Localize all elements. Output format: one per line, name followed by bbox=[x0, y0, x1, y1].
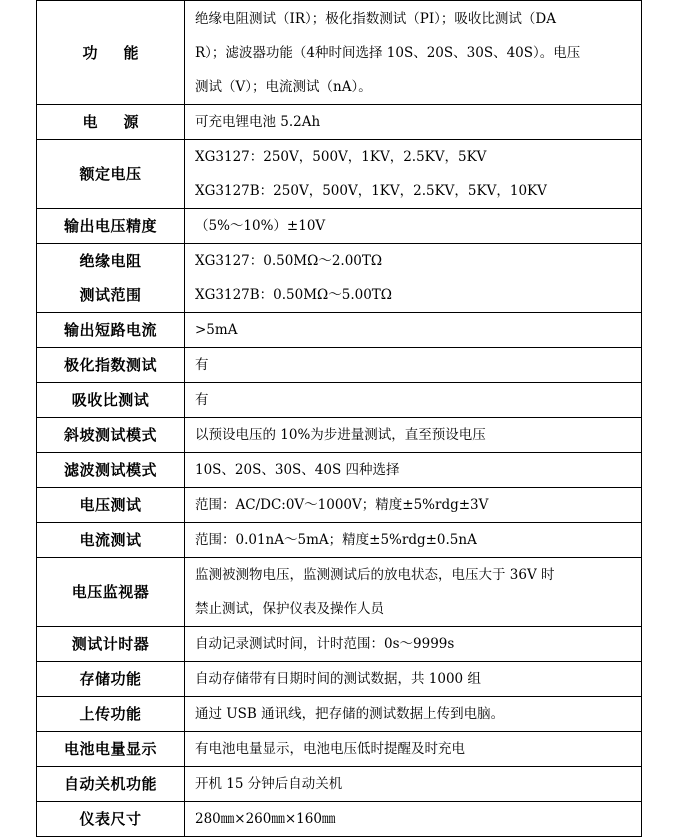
table-row bbox=[37, 209, 642, 244]
table-row bbox=[37, 105, 642, 140]
row-value: 范围：AC/DC:0V～1000V；精度±5%rdg±3V bbox=[185, 488, 642, 523]
row-value: 有电池电量显示，电池电压低时提醒及时充电 bbox=[185, 732, 642, 767]
row-value: 280㎜×260㎜×160㎜ bbox=[185, 802, 642, 837]
table-row bbox=[37, 140, 642, 209]
row-label: 自动关机功能 bbox=[37, 767, 185, 802]
row-value: 监测被测物电压，监测测试后的放电状态，电压大于 36V 时 禁止测试，保护仪表及操作人员 bbox=[185, 558, 642, 627]
row-label: 测试计时器 bbox=[37, 627, 185, 662]
row-label: 功能 bbox=[37, 1, 185, 105]
table-row bbox=[37, 244, 642, 313]
row-value: （5%～10%）±10V bbox=[185, 209, 642, 244]
table-row bbox=[37, 488, 642, 523]
row-value: 可充电锂电池 5.2Ah bbox=[185, 105, 642, 140]
row-label: 电池电量显示 bbox=[37, 732, 185, 767]
row-label: 上传功能 bbox=[37, 697, 185, 732]
row-value: XG3127：250V，500V，1KV，2.5KV，5KV XG3127B：250V，500V，1KV，2.5KV，5KV，10KV bbox=[185, 140, 642, 209]
table-row bbox=[37, 1, 642, 105]
row-label: 存储功能 bbox=[37, 662, 185, 697]
table-row bbox=[37, 453, 642, 488]
table-row bbox=[37, 767, 642, 802]
row-label: 吸收比测试 bbox=[37, 383, 185, 418]
row-label: 斜坡测试模式 bbox=[37, 418, 185, 453]
table-row bbox=[37, 732, 642, 767]
row-value: 以预设电压的 10%为步进量测试，直至预设电压 bbox=[185, 418, 642, 453]
row-value: 有 bbox=[185, 383, 642, 418]
row-value: 10S、20S、30S、40S 四种选择 bbox=[185, 453, 642, 488]
table-row bbox=[37, 558, 642, 627]
row-value: 开机 15 分钟后自动关机 bbox=[185, 767, 642, 802]
row-label: 极化指数测试 bbox=[37, 348, 185, 383]
row-label: 滤波测试模式 bbox=[37, 453, 185, 488]
table-row bbox=[37, 348, 642, 383]
row-label: 电压监视器 bbox=[37, 558, 185, 627]
table-row bbox=[37, 802, 642, 837]
row-label: 额定电压 bbox=[37, 140, 185, 209]
spec-table-body bbox=[37, 1, 642, 837]
table-row bbox=[37, 418, 642, 453]
spec-table bbox=[36, 0, 642, 837]
row-label: 绝缘电阻 测试范围 bbox=[37, 244, 185, 313]
table-row bbox=[37, 383, 642, 418]
table-row bbox=[37, 627, 642, 662]
row-label: 输出电压精度 bbox=[37, 209, 185, 244]
row-label: 输出短路电流 bbox=[37, 313, 185, 348]
table-row bbox=[37, 313, 642, 348]
table-row bbox=[37, 523, 642, 558]
row-value: 有 bbox=[185, 348, 642, 383]
table-row bbox=[37, 662, 642, 697]
row-label: 电源 bbox=[37, 105, 185, 140]
table-row bbox=[37, 697, 642, 732]
row-value: 自动记录测试时间，计时范围：0s～9999s bbox=[185, 627, 642, 662]
row-value: 自动存储带有日期时间的测试数据，共 1000 组 bbox=[185, 662, 642, 697]
row-value: >5mA bbox=[185, 313, 642, 348]
row-value: XG3127：0.50MΩ～2.00TΩ XG3127B：0.50MΩ～5.00TΩ bbox=[185, 244, 642, 313]
row-value: 绝缘电阻测试（IR）；极化指数测试（PI）；吸收比测试（DA R）；滤波器功能（4种时间选择 10S、20S、30S、40S）。电压 测试（V）；电流测试（nA）。 bbox=[185, 1, 642, 105]
row-label: 仪表尺寸 bbox=[37, 802, 185, 837]
row-value: 通过 USB 通讯线，把存储的测试数据上传到电脑。 bbox=[185, 697, 642, 732]
row-value: 范围：0.01nA～5mA；精度±5%rdg±0.5nA bbox=[185, 523, 642, 558]
row-label: 电流测试 bbox=[37, 523, 185, 558]
row-label: 电压测试 bbox=[37, 488, 185, 523]
